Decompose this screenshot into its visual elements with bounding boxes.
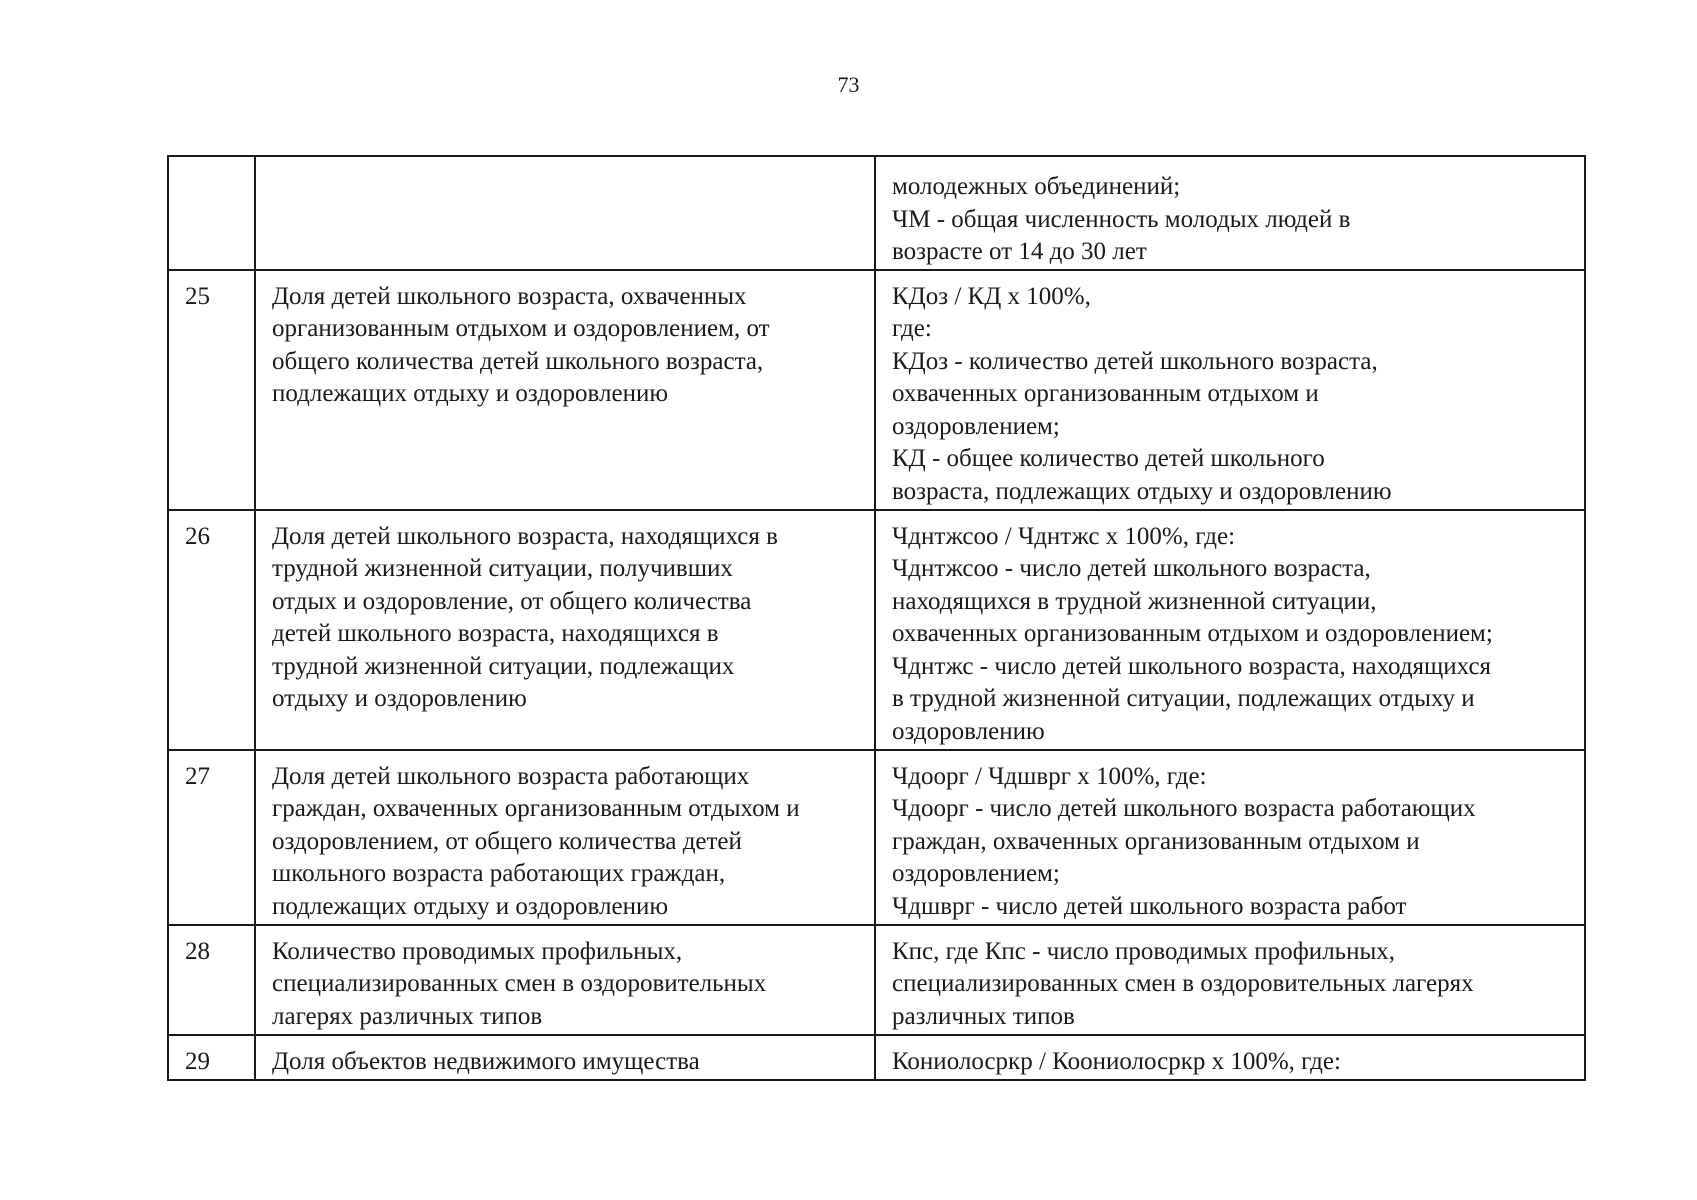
name-line: общего количества детей школьного возраста, xyxy=(272,347,764,375)
formula-line: КДоз - количество детей школьного возраста, xyxy=(892,347,1378,375)
formula-line: возрасте от 14 до 30 лет xyxy=(892,238,1147,265)
indicator-name-cell xyxy=(255,156,875,270)
name-line: специализированных смен в оздоровительных xyxy=(272,970,767,997)
indicator-name-cell xyxy=(255,270,875,510)
formula-line: Чднтжсоо / Чднтжс x 100%, где: xyxy=(892,522,1236,550)
formula-line: Чднтжсоо - число детей школьного возраста, xyxy=(892,555,1371,582)
formula-line: возраста, подлежащих отдыху и оздоровлению xyxy=(892,477,1392,505)
formula-line: где: xyxy=(892,315,932,342)
formula-line: Чднтжс - число детей школьного возраста, находящихся xyxy=(892,652,1492,680)
formula-line: различных типов xyxy=(892,1002,1075,1030)
name-line: лагерях различных типов xyxy=(272,1002,543,1030)
row-number-cell: 27 xyxy=(168,750,255,925)
name-line: оздоровлением, от общего количества детей xyxy=(272,827,742,855)
formula-line: оздоровлением; xyxy=(892,860,1060,887)
indicator-name-cell xyxy=(255,1035,875,1080)
indicator-name-cell xyxy=(255,925,875,1035)
formula-line: ЧМ - общая численность молодых людей в xyxy=(892,205,1351,233)
table-row xyxy=(168,1035,1585,1080)
formula-line: находящихся в трудной жизненной ситуации, xyxy=(892,587,1377,615)
row-number-cell: 26 xyxy=(168,510,255,750)
indicator-name-cell xyxy=(255,750,875,925)
formula-line: охваченных организованным отдыхом и оздоровлением; xyxy=(892,620,1493,647)
row-number-cell: 29 xyxy=(168,1035,255,1080)
formula-line: КДоз / КД x 100%, xyxy=(892,282,1091,310)
formula-line: Чдоорг - число детей школьного возраста работающих xyxy=(892,795,1476,822)
name-line: трудной жизненной ситуации, получивших xyxy=(272,555,733,582)
table-row xyxy=(168,156,1585,270)
formula-line: охваченных организованным отдыхом и xyxy=(892,380,1319,407)
name-line: Доля детей школьного возраста работающих xyxy=(272,762,750,790)
name-line: подлежащих отдыху и оздоровлению xyxy=(272,892,669,920)
formula-cell xyxy=(875,925,1585,1035)
name-line: Количество проводимых профильных, xyxy=(272,937,683,965)
formula-line: Кпс, где Кпс - число проводимых профильных, xyxy=(892,937,1395,965)
name-line: подлежащих отдыху и оздоровлению xyxy=(272,380,669,407)
name-line: организованным отдыхом и оздоровлением, от xyxy=(272,315,770,342)
name-line: Доля детей школьного возраста, находящихся в xyxy=(272,522,778,550)
formula-line: оздоровлением; xyxy=(892,412,1060,440)
formula-cell xyxy=(875,750,1585,925)
formula-line: Кониолосркр / Коониолосркр x 100%, где: xyxy=(892,1047,1341,1075)
table-row xyxy=(168,270,1585,510)
name-line: отдыху и оздоровлению xyxy=(272,685,527,712)
formula-line: КД - общее количество детей школьного xyxy=(892,445,1325,472)
page-number: 73 xyxy=(837,72,860,97)
row-number-cell: 25 xyxy=(168,270,255,510)
formula-cell xyxy=(875,156,1585,270)
table-row xyxy=(168,510,1585,750)
name-line: школьного возраста работающих граждан, xyxy=(272,860,726,887)
row-number-cell: 28 xyxy=(168,925,255,1035)
name-line: отдых и оздоровление, от общего количества xyxy=(272,587,752,615)
formula-line: оздоровлению xyxy=(892,717,1045,745)
formula-line: в трудной жизненной ситуации, подлежащих отдыху и xyxy=(892,685,1475,712)
formula-line: молодежных объединений; xyxy=(892,173,1181,200)
formula-cell xyxy=(875,270,1585,510)
name-line: трудной жизненной ситуации, подлежащих xyxy=(272,652,735,680)
name-line: Доля объектов недвижимого имущества xyxy=(272,1047,700,1075)
row-number-cell xyxy=(168,156,255,270)
table-row xyxy=(168,750,1585,925)
formula-line: Чдоорг / Чдшврг x 100%, где: xyxy=(892,762,1207,790)
formula-line: специализированных смен в оздоровительных лагерях xyxy=(892,970,1474,997)
name-line: детей школьного возраста, находящихся в xyxy=(272,620,719,647)
formula-line: Чдшврг - число детей школьного возраста работ xyxy=(892,892,1407,920)
name-line: граждан, охваченных организованным отдыхом и xyxy=(272,795,800,822)
formula-cell xyxy=(875,1035,1585,1080)
formula-cell xyxy=(875,510,1585,750)
indicator-name-cell xyxy=(255,510,875,750)
indicators-table xyxy=(167,155,1586,1081)
formula-line: граждан, охваченных организованным отдыхом и xyxy=(892,827,1420,855)
name-line: Доля детей школьного возраста, охваченных xyxy=(272,282,747,310)
table-row xyxy=(168,925,1585,1035)
